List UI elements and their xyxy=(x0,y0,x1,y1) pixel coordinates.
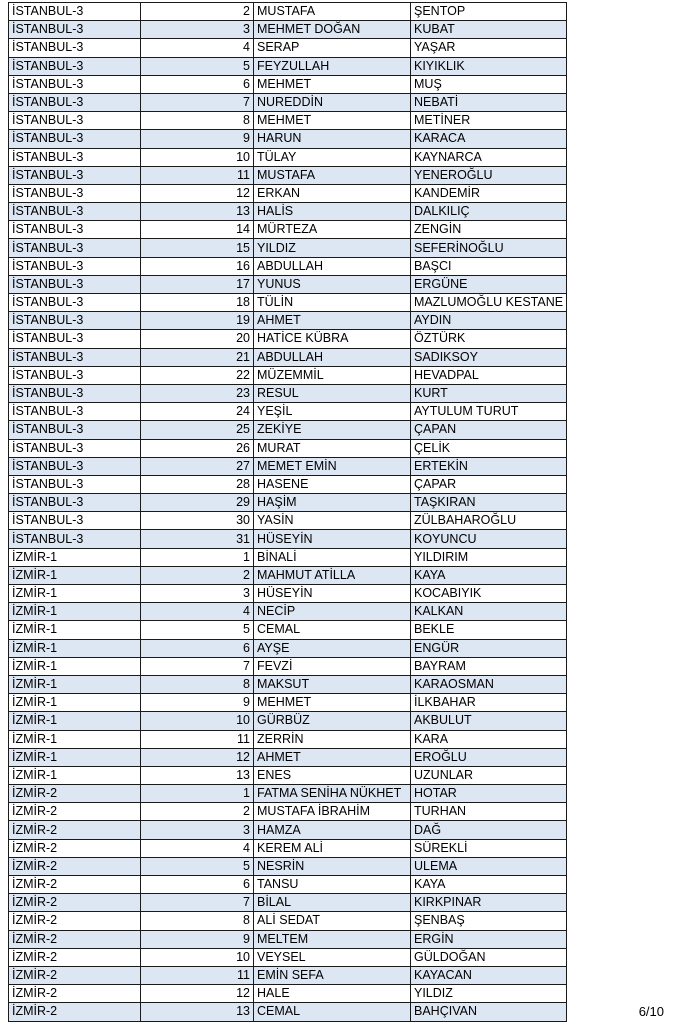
order-number-cell: 2 xyxy=(141,3,254,21)
order-number-cell: 8 xyxy=(141,675,254,693)
table-row xyxy=(9,3,567,21)
table-row xyxy=(9,894,567,912)
region-cell: İSTANBUL-3 xyxy=(9,130,141,148)
table-row xyxy=(9,221,567,239)
table-row xyxy=(9,675,567,693)
region-cell: İSTANBUL-3 xyxy=(9,330,141,348)
region-cell: İZMİR-2 xyxy=(9,894,141,912)
order-number-cell: 24 xyxy=(141,403,254,421)
order-number-cell: 22 xyxy=(141,366,254,384)
order-number-cell: 15 xyxy=(141,239,254,257)
region-cell: İSTANBUL-3 xyxy=(9,348,141,366)
last-name-cell: YENEROĞLU xyxy=(411,166,567,184)
first-name-cell: HALİS xyxy=(254,203,411,221)
last-name-cell: YILDIRIM xyxy=(411,548,567,566)
last-name-cell: BEKLE xyxy=(411,621,567,639)
last-name-cell: KAYA xyxy=(411,566,567,584)
order-number-cell: 20 xyxy=(141,330,254,348)
first-name-cell: ZERRİN xyxy=(254,730,411,748)
table-row xyxy=(9,312,567,330)
region-cell: İZMİR-2 xyxy=(9,912,141,930)
region-cell: İSTANBUL-3 xyxy=(9,57,141,75)
region-cell: İSTANBUL-3 xyxy=(9,494,141,512)
order-number-cell: 14 xyxy=(141,221,254,239)
table-row xyxy=(9,275,567,293)
order-number-cell: 18 xyxy=(141,294,254,312)
table-row xyxy=(9,876,567,894)
last-name-cell: ÖZTÜRK xyxy=(411,330,567,348)
order-number-cell: 13 xyxy=(141,766,254,784)
first-name-cell: MUSTAFA xyxy=(254,3,411,21)
table-row xyxy=(9,494,567,512)
last-name-cell: HOTAR xyxy=(411,785,567,803)
region-cell: İZMİR-1 xyxy=(9,548,141,566)
first-name-cell: ABDULLAH xyxy=(254,257,411,275)
last-name-cell: KARA xyxy=(411,730,567,748)
region-cell: İSTANBUL-3 xyxy=(9,530,141,548)
last-name-cell: KARAOSMAN xyxy=(411,675,567,693)
order-number-cell: 10 xyxy=(141,148,254,166)
last-name-cell: YAŞAR xyxy=(411,39,567,57)
table-row xyxy=(9,930,567,948)
order-number-cell: 29 xyxy=(141,494,254,512)
last-name-cell: KIRKPINAR xyxy=(411,894,567,912)
last-name-cell: EROĞLU xyxy=(411,748,567,766)
region-cell: İSTANBUL-3 xyxy=(9,275,141,293)
order-number-cell: 23 xyxy=(141,384,254,402)
order-number-cell: 10 xyxy=(141,948,254,966)
region-cell: İZMİR-2 xyxy=(9,948,141,966)
region-cell: İSTANBUL-3 xyxy=(9,257,141,275)
first-name-cell: AHMET xyxy=(254,312,411,330)
last-name-cell: METİNER xyxy=(411,112,567,130)
table-row xyxy=(9,585,567,603)
table-row xyxy=(9,603,567,621)
last-name-cell: BAHÇIVAN xyxy=(411,1003,567,1021)
order-number-cell: 26 xyxy=(141,439,254,457)
last-name-cell: TAŞKIRAN xyxy=(411,494,567,512)
order-number-cell: 12 xyxy=(141,184,254,202)
order-number-cell: 11 xyxy=(141,966,254,984)
table-row xyxy=(9,112,567,130)
order-number-cell: 31 xyxy=(141,530,254,548)
last-name-cell: KOCABIYIK xyxy=(411,585,567,603)
table-row xyxy=(9,512,567,530)
table-row xyxy=(9,57,567,75)
first-name-cell: CEMAL xyxy=(254,621,411,639)
region-cell: İZMİR-1 xyxy=(9,566,141,584)
table-row xyxy=(9,148,567,166)
order-number-cell: 13 xyxy=(141,203,254,221)
page-number: 6/10 xyxy=(638,1004,664,1019)
order-number-cell: 28 xyxy=(141,475,254,493)
order-number-cell: 21 xyxy=(141,348,254,366)
first-name-cell: MEHMET xyxy=(254,75,411,93)
region-cell: İZMİR-1 xyxy=(9,694,141,712)
table-row xyxy=(9,530,567,548)
region-cell: İSTANBUL-3 xyxy=(9,93,141,111)
last-name-cell: ÇAPAN xyxy=(411,421,567,439)
region-cell: İZMİR-2 xyxy=(9,966,141,984)
first-name-cell: MÜRTEZA xyxy=(254,221,411,239)
table-row xyxy=(9,75,567,93)
table-row xyxy=(9,821,567,839)
last-name-cell: BAYRAM xyxy=(411,657,567,675)
last-name-cell: ŞENTOP xyxy=(411,3,567,21)
first-name-cell: TANSU xyxy=(254,876,411,894)
region-cell: İSTANBUL-3 xyxy=(9,39,141,57)
first-name-cell: CEMAL xyxy=(254,1003,411,1021)
region-cell: İSTANBUL-3 xyxy=(9,294,141,312)
region-cell: İSTANBUL-3 xyxy=(9,239,141,257)
order-number-cell: 17 xyxy=(141,275,254,293)
order-number-cell: 10 xyxy=(141,712,254,730)
first-name-cell: MAHMUT ATİLLA xyxy=(254,566,411,584)
table-row xyxy=(9,475,567,493)
table-row xyxy=(9,966,567,984)
table-row xyxy=(9,857,567,875)
region-cell: İZMİR-1 xyxy=(9,603,141,621)
table-row xyxy=(9,21,567,39)
region-cell: İSTANBUL-3 xyxy=(9,221,141,239)
first-name-cell: ABDULLAH xyxy=(254,348,411,366)
order-number-cell: 12 xyxy=(141,985,254,1003)
table-row xyxy=(9,748,567,766)
first-name-cell: GÜRBÜZ xyxy=(254,712,411,730)
region-cell: İSTANBUL-3 xyxy=(9,184,141,202)
last-name-cell: DALKILIÇ xyxy=(411,203,567,221)
region-cell: İSTANBUL-3 xyxy=(9,21,141,39)
region-cell: İSTANBUL-3 xyxy=(9,366,141,384)
first-name-cell: KEREM ALİ xyxy=(254,839,411,857)
last-name-cell: YILDIZ xyxy=(411,985,567,1003)
region-cell: İSTANBUL-3 xyxy=(9,475,141,493)
first-name-cell: TÜLİN xyxy=(254,294,411,312)
order-number-cell: 16 xyxy=(141,257,254,275)
table-body xyxy=(9,3,567,1022)
order-number-cell: 13 xyxy=(141,1003,254,1021)
table-row xyxy=(9,766,567,784)
first-name-cell: MEMET EMİN xyxy=(254,457,411,475)
region-cell: İSTANBUL-3 xyxy=(9,421,141,439)
order-number-cell: 9 xyxy=(141,930,254,948)
first-name-cell: SERAP xyxy=(254,39,411,57)
last-name-cell: SEFERİNOĞLU xyxy=(411,239,567,257)
first-name-cell: YEŞİL xyxy=(254,403,411,421)
first-name-cell: HAMZA xyxy=(254,821,411,839)
table-row xyxy=(9,130,567,148)
first-name-cell: TÜLAY xyxy=(254,148,411,166)
last-name-cell: ENGÜR xyxy=(411,639,567,657)
order-number-cell: 6 xyxy=(141,75,254,93)
region-cell: İZMİR-2 xyxy=(9,1003,141,1021)
first-name-cell: FEVZİ xyxy=(254,657,411,675)
last-name-cell: KOYUNCU xyxy=(411,530,567,548)
region-cell: İZMİR-1 xyxy=(9,621,141,639)
first-name-cell: HÜSEYİN xyxy=(254,585,411,603)
last-name-cell: BAŞCI xyxy=(411,257,567,275)
table-row xyxy=(9,366,567,384)
last-name-cell: MUŞ xyxy=(411,75,567,93)
order-number-cell: 19 xyxy=(141,312,254,330)
order-number-cell: 1 xyxy=(141,785,254,803)
first-name-cell: FEYZULLAH xyxy=(254,57,411,75)
region-cell: İZMİR-2 xyxy=(9,803,141,821)
region-cell: İZMİR-1 xyxy=(9,639,141,657)
last-name-cell: HEVADPAL xyxy=(411,366,567,384)
first-name-cell: BİLAL xyxy=(254,894,411,912)
order-number-cell: 25 xyxy=(141,421,254,439)
last-name-cell: KAYACAN xyxy=(411,966,567,984)
region-cell: İZMİR-1 xyxy=(9,585,141,603)
first-name-cell: MEHMET xyxy=(254,112,411,130)
order-number-cell: 7 xyxy=(141,894,254,912)
first-name-cell: ALİ SEDAT xyxy=(254,912,411,930)
region-cell: İSTANBUL-3 xyxy=(9,439,141,457)
order-number-cell: 12 xyxy=(141,748,254,766)
table-row xyxy=(9,93,567,111)
table-row xyxy=(9,294,567,312)
last-name-cell: KUBAT xyxy=(411,21,567,39)
table-row xyxy=(9,730,567,748)
first-name-cell: HASENE xyxy=(254,475,411,493)
table-row xyxy=(9,548,567,566)
last-name-cell: KAYA xyxy=(411,876,567,894)
last-name-cell: KARACA xyxy=(411,130,567,148)
table-row xyxy=(9,803,567,821)
table-row xyxy=(9,839,567,857)
table-row xyxy=(9,203,567,221)
last-name-cell: SÜREKLİ xyxy=(411,839,567,857)
region-cell: İZMİR-1 xyxy=(9,766,141,784)
order-number-cell: 4 xyxy=(141,839,254,857)
last-name-cell: KURT xyxy=(411,384,567,402)
order-number-cell: 2 xyxy=(141,566,254,584)
order-number-cell: 7 xyxy=(141,93,254,111)
order-number-cell: 5 xyxy=(141,621,254,639)
last-name-cell: AKBULUT xyxy=(411,712,567,730)
first-name-cell: MAKSUT xyxy=(254,675,411,693)
last-name-cell: TURHAN xyxy=(411,803,567,821)
region-cell: İSTANBUL-3 xyxy=(9,403,141,421)
region-cell: İZMİR-2 xyxy=(9,985,141,1003)
region-cell: İSTANBUL-3 xyxy=(9,457,141,475)
last-name-cell: MAZLUMOĞLU KESTANE xyxy=(411,294,567,312)
last-name-cell: ERGİN xyxy=(411,930,567,948)
region-cell: İZMİR-2 xyxy=(9,930,141,948)
order-number-cell: 1 xyxy=(141,548,254,566)
last-name-cell: SADIKSOY xyxy=(411,348,567,366)
order-number-cell: 5 xyxy=(141,857,254,875)
region-cell: İSTANBUL-3 xyxy=(9,148,141,166)
region-cell: İZMİR-1 xyxy=(9,712,141,730)
table-row xyxy=(9,184,567,202)
first-name-cell: ERKAN xyxy=(254,184,411,202)
table-row xyxy=(9,1003,567,1021)
last-name-cell: KALKAN xyxy=(411,603,567,621)
last-name-cell: AYTULUM TURUT xyxy=(411,403,567,421)
table-row xyxy=(9,985,567,1003)
last-name-cell: ÇELİK xyxy=(411,439,567,457)
first-name-cell: MEHMET xyxy=(254,694,411,712)
table-row xyxy=(9,785,567,803)
region-cell: İSTANBUL-3 xyxy=(9,512,141,530)
candidate-table xyxy=(8,2,567,1022)
last-name-cell: UZUNLAR xyxy=(411,766,567,784)
order-number-cell: 8 xyxy=(141,912,254,930)
table-row xyxy=(9,257,567,275)
table-row xyxy=(9,694,567,712)
first-name-cell: MELTEM xyxy=(254,930,411,948)
region-cell: İSTANBUL-3 xyxy=(9,3,141,21)
table-row xyxy=(9,348,567,366)
order-number-cell: 6 xyxy=(141,876,254,894)
last-name-cell: KANDEMİR xyxy=(411,184,567,202)
order-number-cell: 4 xyxy=(141,39,254,57)
table-row xyxy=(9,657,567,675)
first-name-cell: EMİN SEFA xyxy=(254,966,411,984)
table-row xyxy=(9,457,567,475)
order-number-cell: 11 xyxy=(141,730,254,748)
region-cell: İSTANBUL-3 xyxy=(9,75,141,93)
last-name-cell: ZÜLBAHAROĞLU xyxy=(411,512,567,530)
table-row xyxy=(9,239,567,257)
table-row xyxy=(9,566,567,584)
first-name-cell: RESUL xyxy=(254,384,411,402)
first-name-cell: NESRİN xyxy=(254,857,411,875)
last-name-cell: ÇAPAR xyxy=(411,475,567,493)
first-name-cell: BİNALİ xyxy=(254,548,411,566)
last-name-cell: KAYNARCA xyxy=(411,148,567,166)
order-number-cell: 5 xyxy=(141,57,254,75)
last-name-cell: GÜLDOĞAN xyxy=(411,948,567,966)
first-name-cell: YILDIZ xyxy=(254,239,411,257)
table-row xyxy=(9,712,567,730)
first-name-cell: MÜZEMMİL xyxy=(254,366,411,384)
first-name-cell: YUNUS xyxy=(254,275,411,293)
last-name-cell: ŞENBAŞ xyxy=(411,912,567,930)
last-name-cell: ZENGİN xyxy=(411,221,567,239)
first-name-cell: MUSTAFA İBRAHİM xyxy=(254,803,411,821)
last-name-cell: ERTEKİN xyxy=(411,457,567,475)
region-cell: İZMİR-2 xyxy=(9,876,141,894)
table-row xyxy=(9,403,567,421)
table-row xyxy=(9,39,567,57)
first-name-cell: NECİP xyxy=(254,603,411,621)
region-cell: İSTANBUL-3 xyxy=(9,384,141,402)
last-name-cell: DAĞ xyxy=(411,821,567,839)
order-number-cell: 9 xyxy=(141,694,254,712)
first-name-cell: MUSTAFA xyxy=(254,166,411,184)
region-cell: İZMİR-2 xyxy=(9,857,141,875)
first-name-cell: AYŞE xyxy=(254,639,411,657)
last-name-cell: KIYIKLIK xyxy=(411,57,567,75)
order-number-cell: 3 xyxy=(141,821,254,839)
region-cell: İSTANBUL-3 xyxy=(9,203,141,221)
first-name-cell: ZEKİYE xyxy=(254,421,411,439)
order-number-cell: 2 xyxy=(141,803,254,821)
region-cell: İZMİR-1 xyxy=(9,657,141,675)
table-row xyxy=(9,330,567,348)
first-name-cell: HALE xyxy=(254,985,411,1003)
first-name-cell: MURAT xyxy=(254,439,411,457)
last-name-cell: AYDIN xyxy=(411,312,567,330)
last-name-cell: İLKBAHAR xyxy=(411,694,567,712)
first-name-cell: AHMET xyxy=(254,748,411,766)
region-cell: İZMİR-1 xyxy=(9,748,141,766)
region-cell: İSTANBUL-3 xyxy=(9,312,141,330)
first-name-cell: HATİCE KÜBRA xyxy=(254,330,411,348)
first-name-cell: ENES xyxy=(254,766,411,784)
table-row xyxy=(9,948,567,966)
order-number-cell: 27 xyxy=(141,457,254,475)
table-row xyxy=(9,439,567,457)
order-number-cell: 4 xyxy=(141,603,254,621)
first-name-cell: MEHMET DOĞAN xyxy=(254,21,411,39)
region-cell: İZMİR-1 xyxy=(9,730,141,748)
region-cell: İZMİR-2 xyxy=(9,821,141,839)
order-number-cell: 7 xyxy=(141,657,254,675)
table-row xyxy=(9,166,567,184)
first-name-cell: YASİN xyxy=(254,512,411,530)
table-row xyxy=(9,621,567,639)
table-row xyxy=(9,912,567,930)
region-cell: İSTANBUL-3 xyxy=(9,112,141,130)
last-name-cell: ERGÜNE xyxy=(411,275,567,293)
last-name-cell: ULEMA xyxy=(411,857,567,875)
region-cell: İZMİR-2 xyxy=(9,785,141,803)
order-number-cell: 30 xyxy=(141,512,254,530)
table-row xyxy=(9,639,567,657)
region-cell: İZMİR-1 xyxy=(9,675,141,693)
region-cell: İSTANBUL-3 xyxy=(9,166,141,184)
first-name-cell: HÜSEYİN xyxy=(254,530,411,548)
first-name-cell: NUREDDİN xyxy=(254,93,411,111)
order-number-cell: 11 xyxy=(141,166,254,184)
order-number-cell: 9 xyxy=(141,130,254,148)
first-name-cell: HARUN xyxy=(254,130,411,148)
table-row xyxy=(9,384,567,402)
order-number-cell: 8 xyxy=(141,112,254,130)
first-name-cell: FATMA SENİHA NÜKHET xyxy=(254,785,411,803)
table-row xyxy=(9,421,567,439)
last-name-cell: NEBATİ xyxy=(411,93,567,111)
order-number-cell: 6 xyxy=(141,639,254,657)
order-number-cell: 3 xyxy=(141,21,254,39)
order-number-cell: 3 xyxy=(141,585,254,603)
region-cell: İZMİR-2 xyxy=(9,839,141,857)
first-name-cell: HAŞİM xyxy=(254,494,411,512)
first-name-cell: VEYSEL xyxy=(254,948,411,966)
